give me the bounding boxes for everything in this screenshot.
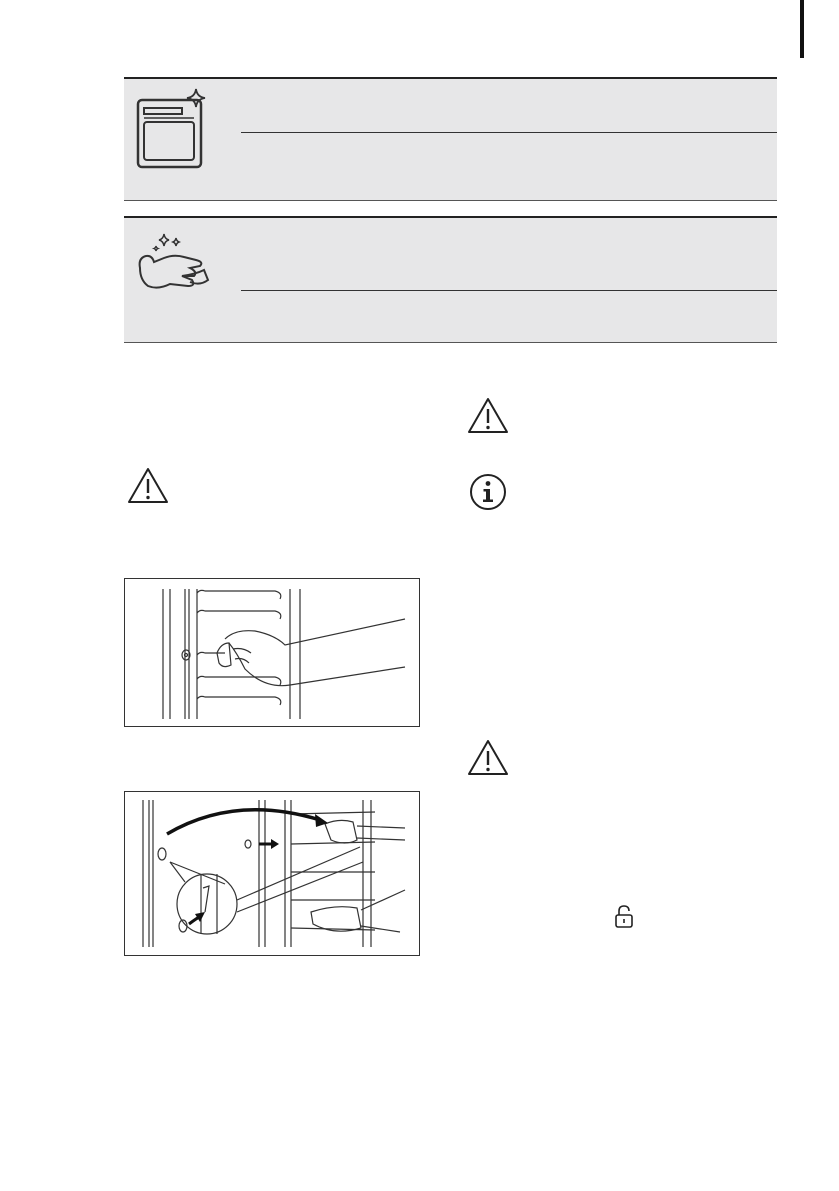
illustration-install-shelf-support xyxy=(124,791,420,956)
info-circle-icon xyxy=(468,472,508,512)
hand-cleaning-icon xyxy=(134,232,216,302)
warning-triangle-icon xyxy=(467,397,509,435)
warning-triangle-icon xyxy=(467,739,509,777)
tip-box-hand-cleaning xyxy=(124,216,777,343)
oven-sparkle-icon xyxy=(134,87,216,177)
page-corner-mark xyxy=(800,0,804,58)
box-divider xyxy=(241,132,777,133)
warning-triangle-icon xyxy=(127,467,169,505)
shelf-support-install-drawing xyxy=(125,792,419,955)
box-divider xyxy=(241,290,777,291)
shelf-support-drawing xyxy=(125,579,419,726)
unlocked-padlock-icon xyxy=(614,905,634,929)
tip-box-oven-cleaning xyxy=(124,77,777,201)
illustration-remove-shelf-support xyxy=(124,578,420,727)
